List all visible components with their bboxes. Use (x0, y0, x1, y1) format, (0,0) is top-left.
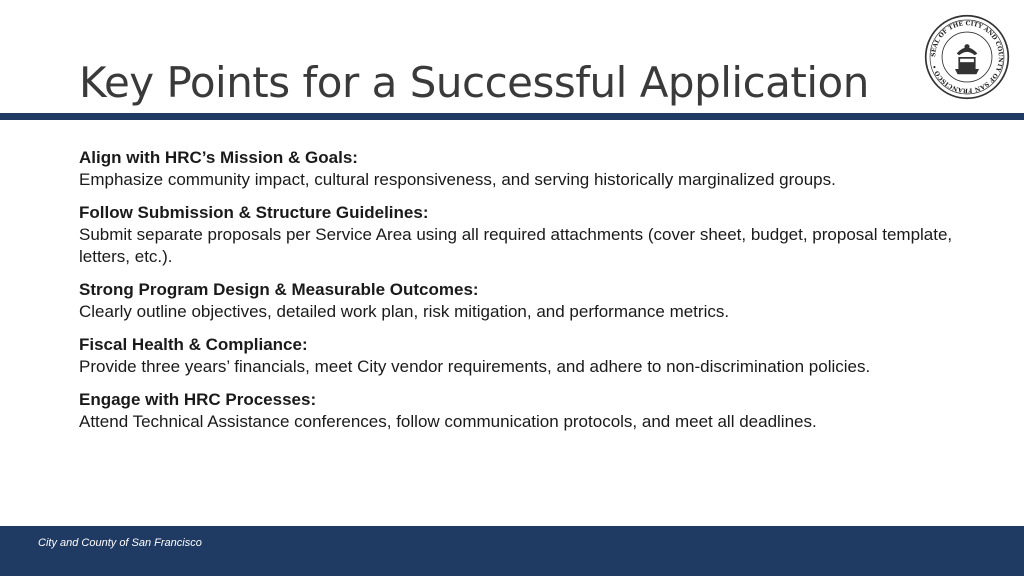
key-point (79, 279, 959, 323)
key-point (79, 389, 959, 433)
key-point-heading: Engage with HRC Processes: (79, 390, 317, 409)
key-point (79, 202, 959, 268)
key-points-list (79, 147, 959, 444)
key-point (79, 147, 959, 191)
svg-text:SEAL OF THE CITY AND COUNTY OF: SEAL OF THE CITY AND COUNTY OF SAN FRANCISCO • (930, 20, 1004, 94)
key-point-body: Provide three years’ financials, meet City vendor requirements, and adhere to non-discrimination policies. (79, 357, 871, 376)
key-point-body: Clearly outline objectives, detailed work plan, risk mitigation, and performance metrics. (79, 302, 730, 321)
key-point-body: Attend Technical Assistance conferences, follow communication protocols, and meet all deadlines. (79, 412, 817, 431)
footer-text: City and County of San Francisco (38, 537, 202, 549)
key-point-heading: Follow Submission & Structure Guidelines: (79, 203, 429, 222)
key-point-heading: Align with HRC’s Mission & Goals: (79, 148, 358, 167)
key-point-heading: Strong Program Design & Measurable Outcomes: (79, 280, 479, 299)
key-point-heading: Fiscal Health & Compliance: (79, 335, 308, 354)
key-point-body: Emphasize community impact, cultural responsiveness, and serving historically marginalized groups. (79, 170, 836, 189)
key-point-body: Submit separate proposals per Service Area using all required attachments (cover sheet, budget, proposal template, letters, etc.). (79, 225, 953, 266)
slide-title: Key Points for a Successful Application (79, 58, 869, 107)
city-seal-logo (924, 14, 1010, 100)
footer-bar (0, 526, 1024, 576)
key-point (79, 334, 959, 378)
title-divider (0, 113, 1024, 120)
